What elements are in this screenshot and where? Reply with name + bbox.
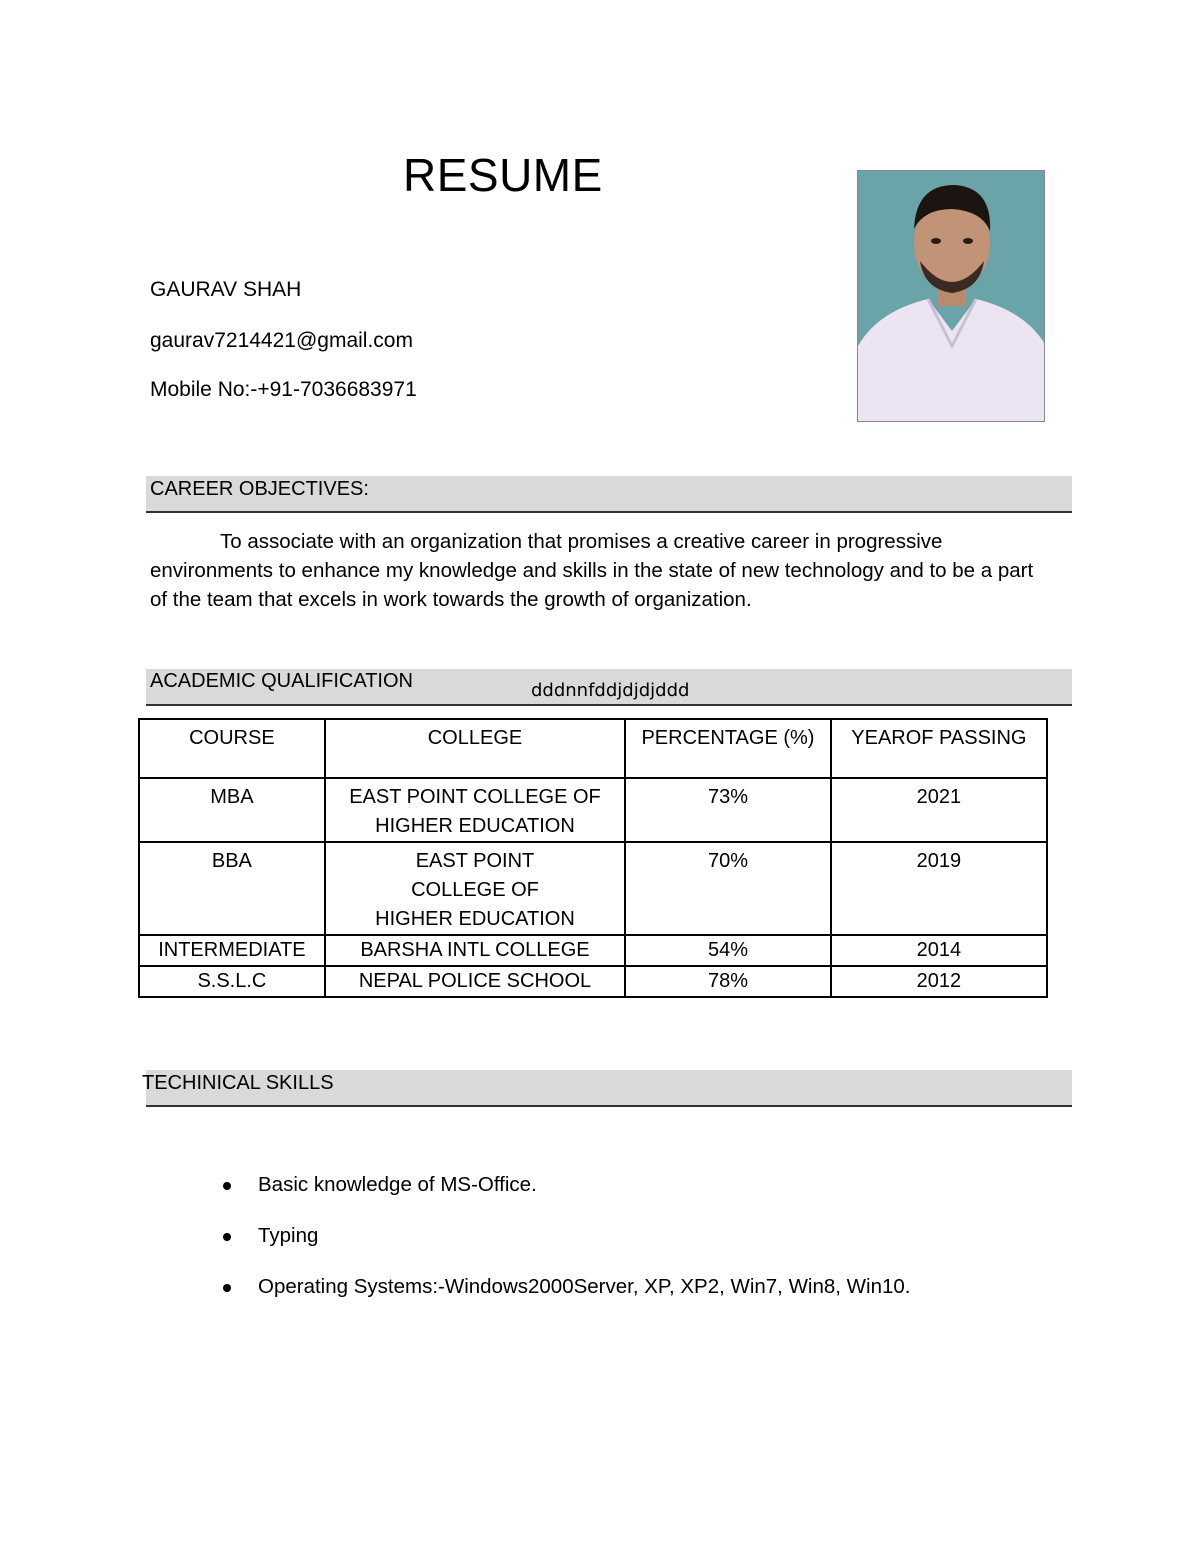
bullet-icon: [223, 1284, 231, 1292]
academic-note: dddnnfddjdjdjddd: [531, 680, 690, 701]
list-item: [218, 1221, 910, 1272]
list-item: [218, 1272, 910, 1323]
skill-text: Typing: [258, 1224, 319, 1247]
skills-list: [218, 1170, 910, 1323]
profile-photo: [857, 170, 1045, 422]
percentage-cell: 54%: [625, 935, 831, 966]
table-row: [139, 778, 1047, 842]
skills-heading: TECHINICAL SKILLS: [142, 1072, 334, 1094]
career-objective-body: To associate with an organization that promises a creative career in progressive environments to enhance my knowledge and skills in the state of new technology and to be a part of the team that excels in work towards the growth of organization.: [150, 530, 1034, 611]
resume-title: RESUME: [403, 149, 603, 201]
course-cell: MBA: [139, 778, 325, 842]
table-row: [139, 935, 1047, 966]
academic-table: [138, 718, 1048, 998]
academic-band: [146, 669, 1072, 706]
candidate-name: GAURAV SHAH: [150, 278, 302, 301]
percentage-cell: 70%: [625, 842, 831, 935]
year-cell: 2012: [831, 966, 1047, 997]
candidate-email: gaurav7214421@gmail.com: [150, 329, 413, 352]
career-objectives-heading: CAREER OBJECTIVES:: [150, 478, 369, 500]
skill-text: Operating Systems:-Windows2000Server, XP, XP2, Win7, Win8, Win10.: [258, 1275, 911, 1298]
college-cell: EAST POINT COLLEGE OF HIGHER EDUCATION: [325, 842, 625, 935]
year-cell: 2021: [831, 778, 1047, 842]
table-row: [139, 966, 1047, 997]
course-cell: S.S.L.C: [139, 966, 325, 997]
percentage-cell: 73%: [625, 778, 831, 842]
skills-band: [142, 1070, 1072, 1107]
course-cell: INTERMEDIATE: [139, 935, 325, 966]
course-cell: BBA: [139, 842, 325, 935]
bullet-icon: [223, 1182, 231, 1190]
list-item: [218, 1170, 910, 1221]
percentage-cell: 78%: [625, 966, 831, 997]
profile-photo-illustration: [858, 171, 1045, 422]
column-header: COURSE: [139, 719, 325, 778]
table-header-row: [139, 719, 1047, 778]
table-row: [139, 842, 1047, 935]
college-cell: BARSHA INTL COLLEGE: [325, 935, 625, 966]
candidate-mobile: Mobile No:-+91-7036683971: [150, 378, 417, 401]
year-cell: 2014: [831, 935, 1047, 966]
column-header: PERCENTAGE (%): [625, 719, 831, 778]
bullet-icon: [223, 1233, 231, 1241]
academic-heading: ACADEMIC QUALIFICATION: [150, 670, 413, 692]
year-cell: 2019: [831, 842, 1047, 935]
college-cell: NEPAL POLICE SCHOOL: [325, 966, 625, 997]
column-header: COLLEGE: [325, 719, 625, 778]
career-objective-text: [150, 527, 1055, 614]
column-header: YEAROF PASSING: [831, 719, 1047, 778]
career-objectives-band: [146, 476, 1072, 513]
college-cell: EAST POINT COLLEGE OF HIGHER EDUCATION: [325, 778, 625, 842]
skill-text: Basic knowledge of MS-Office.: [258, 1173, 537, 1196]
